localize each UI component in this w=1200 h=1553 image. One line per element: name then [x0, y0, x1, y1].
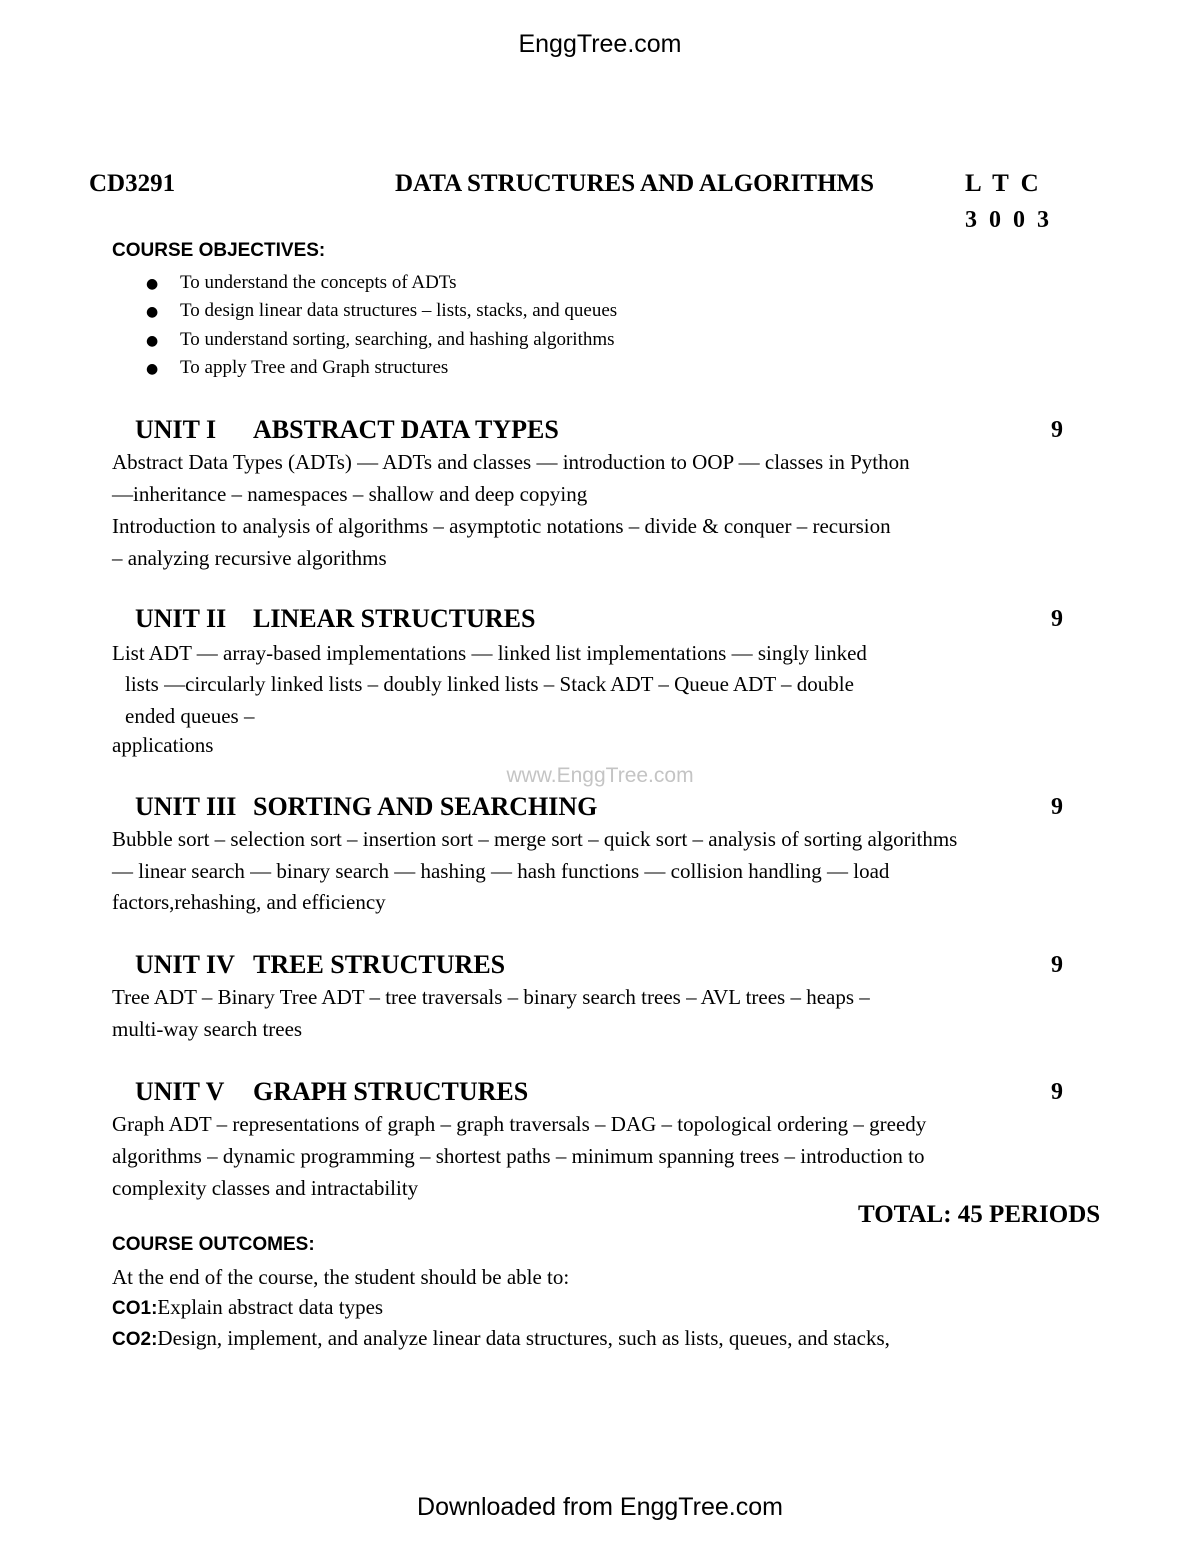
- unit-content-line: Abstract Data Types (ADTs) — ADTs and classes — introduction to OOP — classes in Python: [112, 450, 910, 474]
- unit-content-line: – analyzing recursive algorithms: [112, 546, 387, 570]
- unit-heading: UNIT IV TREE STRUCTURES: [135, 950, 506, 979]
- unit-hours: 9: [1051, 952, 1063, 978]
- bullet-icon: ●: [146, 304, 159, 320]
- unit-content-line: complexity classes and intractability: [112, 1176, 419, 1200]
- unit-hours: 9: [1051, 1079, 1063, 1105]
- unit-content-line: Tree ADT – Binary Tree ADT – tree traversals – binary search trees – AVL trees – heaps –: [112, 985, 870, 1009]
- course-outcome-item: CO1:Explain abstract data types: [112, 1295, 384, 1319]
- unit-content-line: algorithms – dynamic programming – shortest paths – minimum spanning trees – introduction to: [112, 1144, 925, 1168]
- unit-content-line: ended queues –: [125, 704, 255, 728]
- course-outcome-item: CO2:Design, implement, and analyze linear data structures, such as lists, queues, and stacks,: [112, 1326, 890, 1350]
- unit-content-line: Bubble sort – selection sort – insertion sort – merge sort – quick sort – analysis of sorting algorithms: [112, 827, 958, 851]
- unit-content-line: —inheritance – namespaces – shallow and deep copying: [112, 482, 588, 506]
- footer: Downloaded from EnggTree.com: [417, 1493, 783, 1521]
- bullet-icon: ●: [146, 361, 159, 377]
- unit-hours: 9: [1051, 606, 1063, 632]
- unit-content-line: Graph ADT – representations of graph – graph traversals – DAG – topological ordering – greedy: [112, 1112, 927, 1136]
- objective-item: ● To understand sorting, searching, and hashing algorithms: [146, 329, 615, 350]
- unit-content-line: — linear search — binary search — hashing — hash functions — collision handling — load: [112, 859, 890, 883]
- ltc-labels: L T C: [965, 170, 1039, 197]
- site-header: EnggTree.com: [518, 30, 682, 58]
- unit-content-line: lists —circularly linked lists – doubly linked lists – Stack ADT – Queue ADT – double: [125, 672, 854, 696]
- total-periods: TOTAL: 45 PERIODS: [858, 1201, 1101, 1228]
- course-title: DATA STRUCTURES AND ALGORITHMS: [395, 170, 875, 197]
- outcomes-heading: COURSE OUTCOMES:: [112, 1234, 315, 1255]
- ltc-values: 3 0 0 3: [965, 207, 1052, 233]
- unit-heading: UNIT III SORTING AND SEARCHING: [135, 792, 598, 821]
- unit-hours: 9: [1051, 794, 1063, 820]
- course-code: CD3291: [89, 170, 176, 197]
- unit-content-line: List ADT — array-based implementations — linked list implementations — singly linked: [112, 641, 867, 665]
- unit-heading: UNIT II LINEAR STRUCTURES: [135, 604, 536, 633]
- unit-content-line: factors,rehashing, and efficiency: [112, 890, 386, 914]
- watermark: www.EnggTree.com: [506, 764, 694, 787]
- unit-content-line: multi-way search trees: [112, 1017, 303, 1041]
- unit-heading: UNIT I ABSTRACT DATA TYPES: [135, 415, 559, 444]
- unit-hours: 9: [1051, 417, 1063, 443]
- objective-item: ● To design linear data structures – lists, stacks, and queues: [146, 300, 618, 321]
- unit-content-line: applications: [112, 733, 214, 757]
- bullet-icon: ●: [146, 276, 159, 292]
- objective-item: ● To apply Tree and Graph structures: [146, 357, 449, 378]
- outcomes-intro: At the end of the course, the student should be able to:: [112, 1265, 570, 1289]
- unit-content-line: Introduction to analysis of algorithms – asymptotic notations – divide & conquer – recursion: [112, 514, 891, 538]
- objective-item: ● To understand the concepts of ADTs: [146, 272, 457, 293]
- unit-heading: UNIT V GRAPH STRUCTURES: [135, 1077, 529, 1106]
- bullet-icon: ●: [146, 333, 159, 349]
- objectives-heading: COURSE OBJECTIVES:: [112, 240, 326, 261]
